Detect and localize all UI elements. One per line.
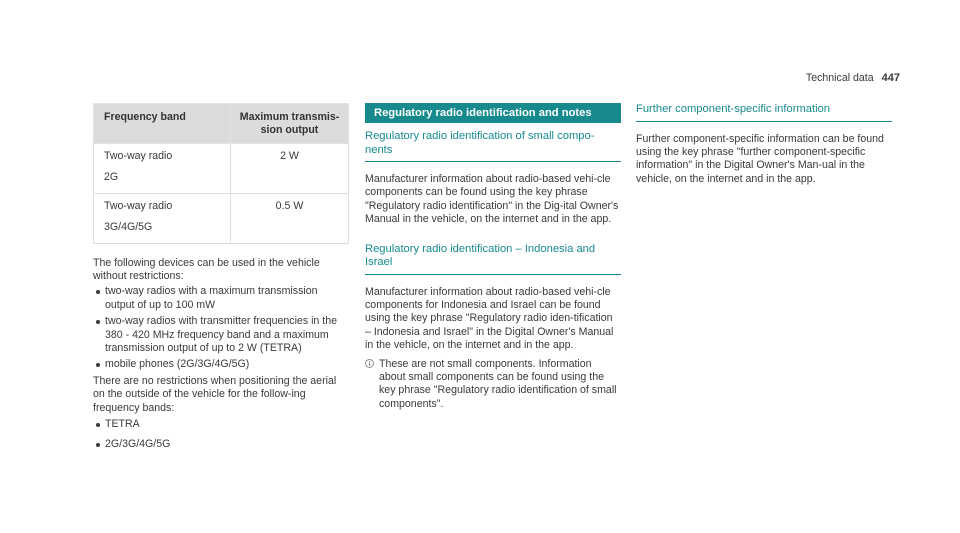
bands-list: [93, 418, 349, 451]
info-note: [365, 358, 621, 412]
restrictions-text: There are no restrictions when positioning the aerial on the outside of the vehicle for the follow-ing frequency bands:: [93, 374, 337, 414]
list-item: two-way radios with transmitter frequencies in the 380 - 420 MHz frequency band and a maximum transmission output of up to 2 W (TETRA): [93, 315, 349, 355]
table-header-max-output: Maximum transmis- sion output: [231, 104, 349, 144]
table-header-row: [94, 104, 349, 144]
frequency-table: [93, 103, 349, 244]
list-item: 2G/3G/4G/5G: [93, 438, 349, 451]
devices-intro: The following devices can be used in the vehicle without restrictions:: [93, 256, 320, 283]
band-generation: 3G/4G/5G: [104, 221, 153, 234]
table-cell-band: [94, 144, 231, 194]
further-info-text: Further component-specific information can be found using the key phrase "further component-specific information" in the Digital Owner's Man-ual in the vehicle, on the internet and in the app.: [636, 132, 884, 185]
page-header: [806, 72, 900, 85]
subheading-further-info: Further component-specific information: [636, 103, 892, 122]
page-number: 447: [881, 72, 900, 84]
table-cell-band: [94, 193, 231, 243]
table-cell-output: 0.5 W: [231, 193, 349, 243]
column-left: [93, 103, 349, 454]
table-row: [94, 144, 349, 194]
band-generation: 2G: [104, 171, 119, 184]
list-item: TETRA: [93, 418, 349, 431]
small-components-text: Manufacturer information about radio-based vehi-cle components can be found using the key phrase "Regulatory radio identification" in the Dig-ital Owner's Manual in the vehicle, on the internet and in the app.: [365, 173, 619, 226]
band-type: Two-way radio: [104, 199, 173, 212]
section-banner: Regulatory radio identification and notes: [365, 103, 621, 123]
subheading-small-components: Regulatory radio identification of small compo-nents: [365, 130, 621, 162]
subheading-indonesia-israel: Regulatory radio identification – Indonesia and Israel: [365, 243, 621, 275]
list-item: two-way radios with a maximum transmission output of up to 100 mW: [93, 285, 349, 312]
section-title: Technical data: [805, 72, 874, 84]
info-icon: [365, 359, 374, 368]
note-text: These are not small components. Information about small components can be found using the key phrase "Regulatory radio identification of small components".: [379, 357, 617, 410]
table-header-frequency-band: Frequency band: [94, 104, 231, 144]
list-item: mobile phones (2G/3G/4G/5G): [93, 358, 349, 371]
devices-list: [93, 285, 349, 371]
column-right: [636, 103, 892, 186]
indonesia-israel-text: Manufacturer information about radio-based vehi-cle components for Indonesia and Israel can be found using the key phrase "Regulatory radio iden-tification – Indonesia and Israel" in the Digital Owner's Manual in the vehicle, on the internet and in the app.: [365, 285, 614, 352]
table-cell-output: 2 W: [231, 144, 349, 194]
band-type: Two-way radio: [104, 150, 173, 162]
column-middle: [365, 103, 621, 411]
table-row: [94, 193, 349, 243]
